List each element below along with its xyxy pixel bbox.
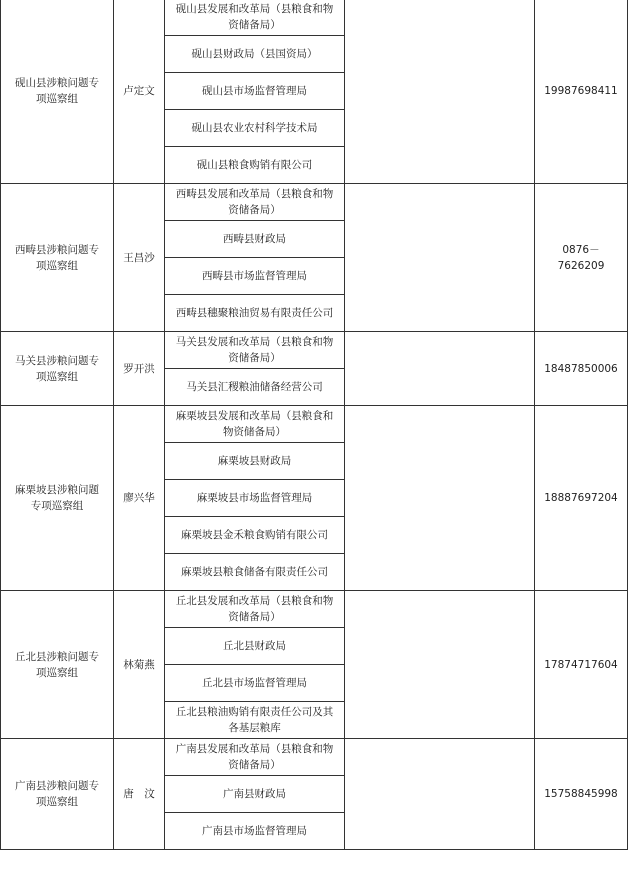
contact-phone-cell: 17874717604 [535,591,628,739]
inspected-unit-cell: 麻栗坡县金禾粮食购销有限公司 [165,517,345,554]
inspected-unit-cell: 砚山县粮食购销有限公司 [165,147,345,184]
inspected-unit-cell: 广南县发展和改革局（县粮食和物资储备局） [165,739,345,776]
inspected-unit-cell: 麻栗坡县市场监督管理局 [165,480,345,517]
empty-cell [345,591,535,739]
inspected-unit-cell: 西畴县财政局 [165,221,345,258]
group-leader-cell: 罗开洪 [114,332,165,406]
group-name-cell: 砚山县涉粮问题专项巡察组 [1,0,114,184]
group-name-cell: 麻栗坡县涉粮问题专项巡察组 [1,406,114,591]
inspected-unit-cell: 西畴县发展和改革局（县粮食和物资储备局） [165,184,345,221]
table-body [1,0,628,850]
contact-phone-cell: 19987698411 [535,0,628,184]
group-name-cell: 西畴县涉粮问题专项巡察组 [1,184,114,332]
inspected-unit-cell: 丘北县粮油购销有限责任公司及其各基层粮库 [165,702,345,739]
empty-cell [345,406,535,591]
group-name-cell: 广南县涉粮问题专项巡察组 [1,739,114,850]
group-leader-cell: 林菊燕 [114,591,165,739]
inspected-unit-cell: 广南县市场监督管理局 [165,813,345,850]
inspected-unit-cell: 砚山县农业农村科学技术局 [165,110,345,147]
group-leader-cell: 王昌沙 [114,184,165,332]
group-leader-cell: 廖兴华 [114,406,165,591]
table-row [1,0,628,36]
inspected-unit-cell: 麻栗坡县发展和改革局（县粮食和物资储备局） [165,406,345,443]
group-leader-cell: 卢定文 [114,0,165,184]
empty-cell [345,332,535,406]
table-row [1,406,628,443]
inspected-unit-cell: 丘北县发展和改革局（县粮食和物资储备局） [165,591,345,628]
contact-phone-cell: 15758845998 [535,739,628,850]
contact-phone-cell: 18887697204 [535,406,628,591]
inspected-unit-cell: 西畴县市场监督管理局 [165,258,345,295]
inspected-unit-cell: 麻栗坡县粮食储备有限责任公司 [165,554,345,591]
inspected-unit-cell: 丘北县市场监督管理局 [165,665,345,702]
group-leader-cell: 唐 汶 [114,739,165,850]
contact-phone-cell: 0876－7626209 [535,184,628,332]
empty-cell [345,184,535,332]
table-row [1,591,628,628]
inspected-unit-cell: 广南县财政局 [165,776,345,813]
table-row [1,739,628,776]
empty-cell [345,739,535,850]
inspected-unit-cell: 马关县汇稷粮油储备经营公司 [165,369,345,406]
group-name-cell: 马关县涉粮问题专项巡察组 [1,332,114,406]
inspected-unit-cell: 丘北县财政局 [165,628,345,665]
table-row [1,184,628,221]
table-row [1,332,628,369]
inspected-unit-cell: 砚山县财政局（县国资局） [165,36,345,73]
inspected-unit-cell: 麻栗坡县财政局 [165,443,345,480]
group-name-cell: 丘北县涉粮问题专项巡察组 [1,591,114,739]
contact-phone-cell: 18487850006 [535,332,628,406]
inspected-unit-cell: 马关县发展和改革局（县粮食和物资储备局） [165,332,345,369]
empty-cell [345,0,535,184]
inspected-unit-cell: 西畴县穗聚粮油贸易有限责任公司 [165,295,345,332]
inspected-unit-cell: 砚山县市场监督管理局 [165,73,345,110]
inspected-unit-cell: 砚山县发展和改革局（县粮食和物资储备局） [165,0,345,36]
